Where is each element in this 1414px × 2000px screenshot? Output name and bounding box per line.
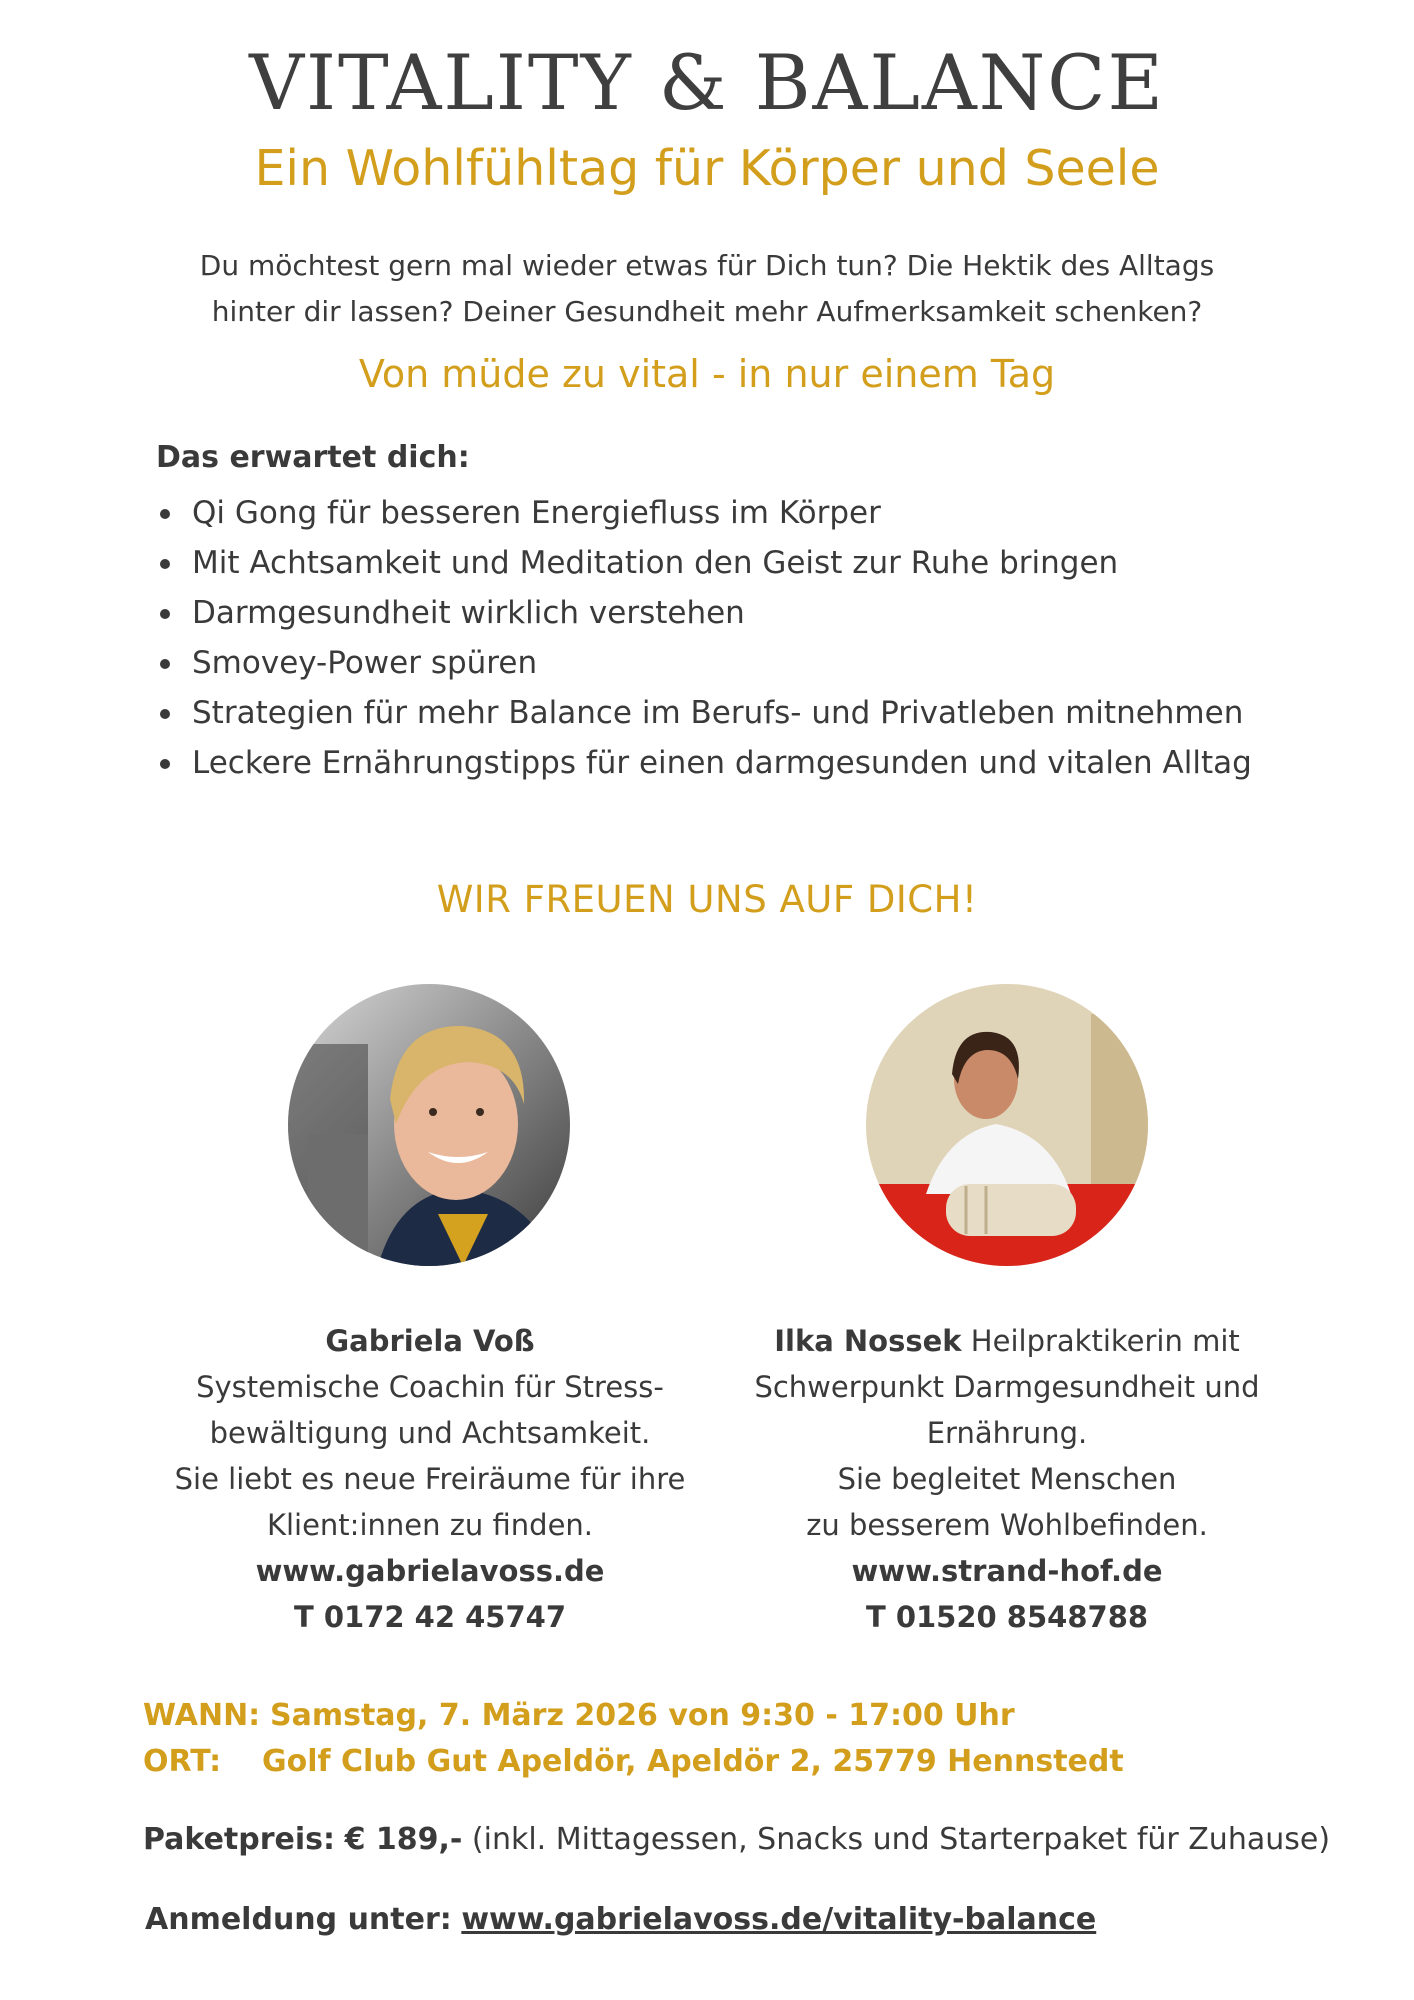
host-name-line: [722, 1318, 1292, 1364]
host-name: Gabriela Voß: [325, 1324, 535, 1358]
bio-line: zu besserem Wohlbefinden.: [806, 1508, 1208, 1542]
host-phone: T 01520 8548788: [865, 1600, 1149, 1634]
signup-label: Anmeldung unter:: [145, 1902, 452, 1937]
intro-line: hinter dir lassen? Deiner Gesundheit mehr Aufmerksamkeit schenken?: [211, 295, 1203, 328]
expect-heading: Das erwartet dich:: [156, 440, 470, 475]
list-item: Mit Achtsamkeit und Meditation den Geist zur Ruhe bringen: [156, 538, 1356, 588]
bio-line: Schwerpunkt Darmgesundheit und: [754, 1370, 1260, 1404]
bio-line: Sie begleitet Menschen: [837, 1462, 1177, 1496]
portrait-ilka: [866, 984, 1148, 1266]
bio-line: Systemische Coachin für Stress-: [196, 1370, 664, 1404]
host-website[interactable]: www.gabrielavoss.de: [255, 1554, 605, 1588]
intro-line: Du möchtest gern mal wieder etwas für Dich tun? Die Hektik des Alltags: [199, 249, 1215, 282]
bio-gabriela: [145, 1318, 715, 1640]
list-item: Leckere Ernährungstipps für einen darmgesunden und vitalen Alltag: [156, 738, 1356, 788]
intro-text: [150, 243, 1264, 335]
tagline: Von müde zu vital - in nur einem Tag: [358, 352, 1056, 396]
list-item: Darmgesundheit wirklich verstehen: [156, 588, 1356, 638]
page-title: VITALITY & BALANCE: [249, 38, 1165, 127]
price-value: € 189,-: [344, 1822, 463, 1857]
when-label: WANN:: [143, 1698, 261, 1733]
price-line: [143, 1822, 1330, 1857]
price-label: Paketpreis:: [143, 1822, 336, 1857]
price-note: (inkl. Mittagessen, Snacks und Starterpaket für Zuhause): [471, 1822, 1331, 1857]
page-subtitle: Ein Wohlfühltag für Körper und Seele: [254, 140, 1160, 197]
bio-ilka: [722, 1318, 1292, 1640]
host-name: Ilka Nossek: [774, 1324, 962, 1358]
expect-list: [156, 488, 1356, 788]
host-website[interactable]: www.strand-hof.de: [851, 1554, 1163, 1588]
signup-line: [145, 1902, 1096, 1937]
bio-line: Klient:innen zu finden.: [266, 1508, 594, 1542]
bio-line: Sie liebt es neue Freiräume für ihre: [174, 1462, 686, 1496]
welcome-heading: WIR FREUEN UNS AUF DICH!: [436, 878, 978, 921]
list-item: Smovey-Power spüren: [156, 638, 1356, 688]
where-value: Golf Club Gut Apeldör, Apeldör 2, 25779 Hennstedt: [262, 1744, 1124, 1779]
signup-link[interactable]: www.gabrielavoss.de/vitality-balance: [461, 1902, 1097, 1937]
bio-line: Ernährung.: [926, 1416, 1088, 1450]
portrait-gabriela: [288, 984, 570, 1266]
when-value: Samstag, 7. März 2026 von 9:30 - 17:00 Uhr: [270, 1698, 1015, 1733]
host-phone: T 0172 42 45747: [293, 1600, 567, 1634]
list-item: Qi Gong für besseren Energiefluss im Körper: [156, 488, 1356, 538]
list-item: Strategien für mehr Balance im Berufs- und Privatleben mitnehmen: [156, 688, 1356, 738]
bio-line: bewältigung und Achtsamkeit.: [209, 1416, 651, 1450]
host-title: Heilpraktikerin mit: [961, 1324, 1240, 1358]
where-label: ORT:: [143, 1744, 222, 1779]
